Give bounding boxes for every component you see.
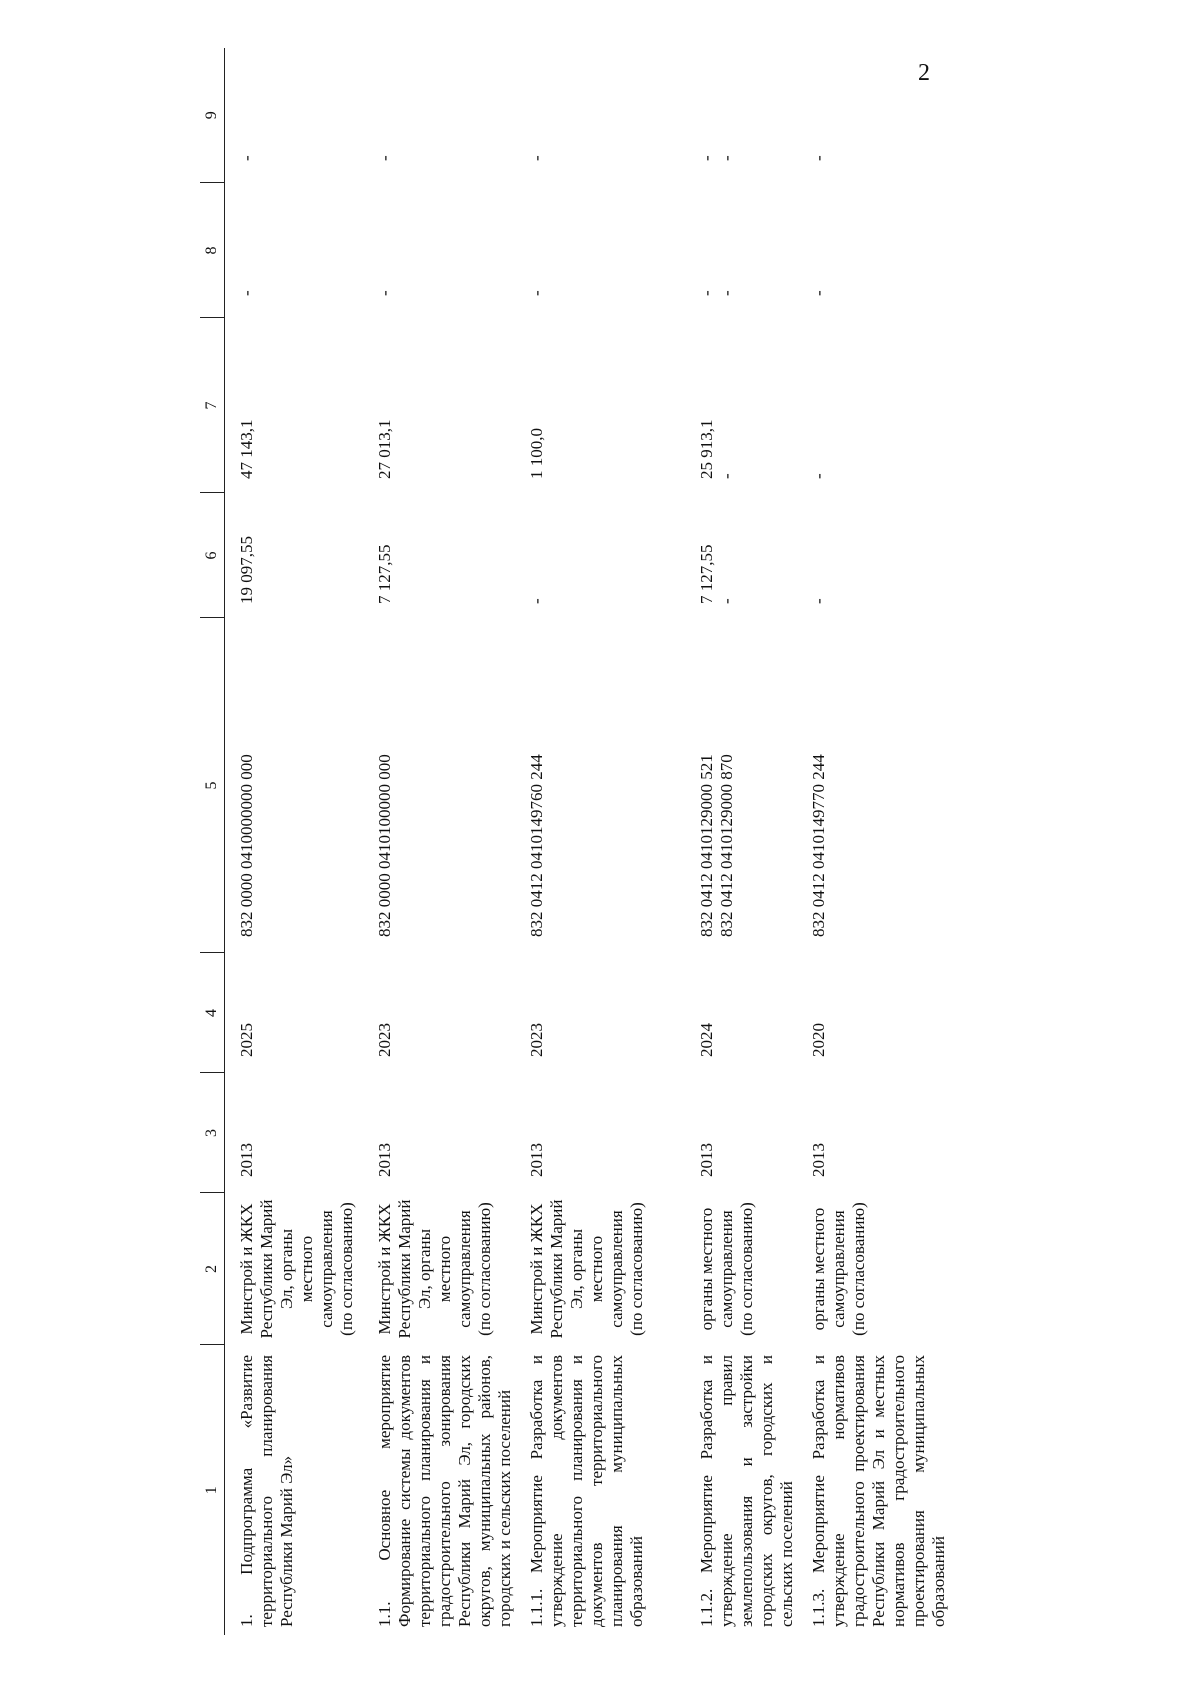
budget-code-line: 832 0412 0410129000 870 — [717, 754, 736, 937]
value-col9 — [515, 48, 685, 183]
value-col6 — [515, 493, 685, 618]
value-col8 — [363, 183, 515, 318]
table-row — [515, 48, 685, 1635]
value-line: 27 013,1 — [375, 419, 394, 479]
value-line: - — [809, 290, 828, 296]
end-year: 2023 — [375, 1023, 394, 1057]
responsible-executor: Минстрой и ЖКХ Республики Марий Эл, органы местного самоуправления (по согласованию) — [527, 1199, 646, 1339]
budget-code-line: 832 0412 0410149770 244 — [809, 754, 828, 937]
activity-name: 1.1.1. Мероприятие Разработка и утверждение документов территориального планирования и документов территориального планирования муниципальных образований — [527, 1355, 646, 1627]
value-col7 — [363, 318, 515, 493]
value-line: 47 143,1 — [237, 419, 256, 479]
program-table — [200, 48, 969, 1635]
end-year: 2023 — [527, 1023, 546, 1057]
budget-code-line: 832 0000 0410100000 000 — [375, 754, 394, 937]
value-line: 25 913,1 — [697, 419, 716, 479]
column-header: 9 — [200, 48, 225, 183]
start-year: 2013 — [527, 1143, 546, 1177]
value-col8 — [685, 183, 797, 318]
value-line: - — [527, 290, 546, 296]
value-line: 19 097,55 — [237, 536, 256, 604]
value-line: - — [809, 155, 828, 161]
budget-code-line: 832 0000 0410000000 000 — [237, 754, 256, 937]
responsible-executor: органы местного самоуправления (по согласованию) — [697, 1202, 756, 1336]
table-row — [685, 48, 797, 1635]
value-col7 — [515, 318, 685, 493]
responsible-executor: органы местного самоуправления (по согласованию) — [809, 1202, 868, 1336]
end-year: 2020 — [809, 1023, 828, 1057]
value-col9 — [225, 48, 364, 183]
table-row — [797, 48, 969, 1635]
value-line: - — [717, 155, 736, 161]
column-header: 8 — [200, 183, 225, 318]
value-col8 — [797, 183, 969, 318]
value-line: - — [375, 155, 394, 161]
header-row — [200, 48, 225, 1635]
column-header: 1 — [200, 1345, 225, 1635]
column-header: 6 — [200, 493, 225, 618]
column-header: 5 — [200, 618, 225, 953]
activity-name: 1.1.2. Мероприятие Разработка и утверждение правил землепользования и застройки городских округов, городских и сельских поселений — [697, 1355, 796, 1627]
value-line: - — [527, 155, 546, 161]
activity-name: 1. Подпрограмма «Развитие территориального планирования Республики Марий Эл» — [237, 1355, 296, 1627]
value-line: - — [809, 598, 828, 604]
start-year: 2013 — [375, 1143, 394, 1177]
budget-code — [685, 618, 797, 953]
activity-name: 1.1. Основное мероприятие Формирование системы документов территориального планирования и градостроительного зонирования Республики Марий Эл, городских округов, муниципальных районов, городских и сельских поселений — [375, 1355, 514, 1627]
budget-code — [363, 618, 515, 953]
activity-name: 1.1.3. Мероприятие Разработка и утверждение нормативов градостроительного проектирования Республики Марий Эл и местных нормативов градостроительного проектирования муниципальных образований — [809, 1355, 948, 1627]
responsible-executor: Минстрой и ЖКХ Республики Марий Эл, органы местного самоуправления (по согласованию) — [375, 1199, 494, 1339]
value-col6 — [225, 493, 364, 618]
value-col6 — [363, 493, 515, 618]
rotated-table-container — [200, 48, 1200, 1635]
value-col7 — [225, 318, 364, 493]
table-row — [363, 48, 515, 1635]
value-line: - — [375, 290, 394, 296]
value-col9 — [363, 48, 515, 183]
value-line: 1 100,0 — [527, 428, 546, 479]
column-header: 3 — [200, 1073, 225, 1193]
column-header: 7 — [200, 318, 225, 493]
column-header: 4 — [200, 953, 225, 1073]
start-year: 2013 — [809, 1143, 828, 1177]
value-line: 7 127,55 — [375, 544, 394, 604]
value-line: - — [809, 473, 828, 479]
table-row — [225, 48, 364, 1635]
value-col8 — [515, 183, 685, 318]
value-col9 — [797, 48, 969, 183]
value-line: - — [717, 473, 736, 479]
end-year: 2024 — [697, 1023, 716, 1057]
value-col6 — [797, 493, 969, 618]
column-header: 2 — [200, 1193, 225, 1345]
value-line: - — [527, 598, 546, 604]
value-col7 — [797, 318, 969, 493]
budget-code-line: 832 0412 0410149760 244 — [527, 754, 546, 937]
responsible-executor: Минстрой и ЖКХ Республики Марий Эл, органы местного самоуправления (по согласованию) — [237, 1199, 356, 1339]
start-year: 2013 — [697, 1143, 716, 1177]
value-col6 — [685, 493, 797, 618]
value-line: - — [717, 290, 736, 296]
value-line: - — [237, 155, 256, 161]
value-line: - — [717, 598, 736, 604]
value-line: - — [237, 290, 256, 296]
page-number: 2 — [918, 60, 930, 86]
budget-code — [797, 618, 969, 953]
budget-code — [515, 618, 685, 953]
value-col9 — [685, 48, 797, 183]
budget-code-line: 832 0412 0410129000 521 — [697, 754, 716, 937]
budget-code — [225, 618, 364, 953]
end-year: 2025 — [237, 1023, 256, 1057]
value-col7 — [685, 318, 797, 493]
value-col8 — [225, 183, 364, 318]
value-line: - — [697, 290, 716, 296]
start-year: 2013 — [237, 1143, 256, 1177]
value-line: - — [697, 155, 716, 161]
value-line: 7 127,55 — [697, 544, 716, 604]
